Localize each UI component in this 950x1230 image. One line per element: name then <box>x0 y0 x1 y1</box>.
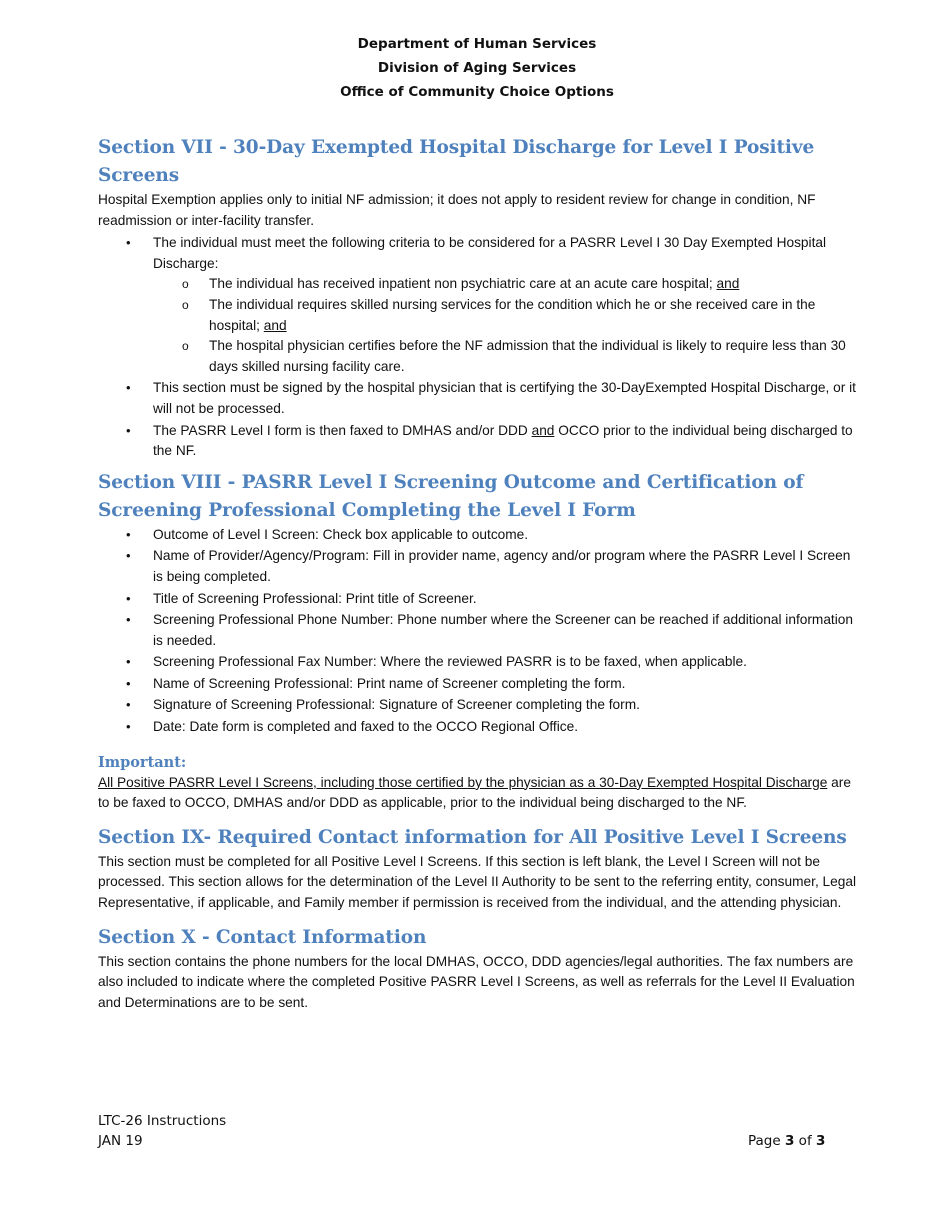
important-text <box>98 773 858 814</box>
section-ix-title: Section IX- Required Contact information for All Positive Level I Screens <box>98 826 847 848</box>
section-viii <box>98 469 858 738</box>
section-x-title: Section X - Contact Information <box>98 926 427 948</box>
sub-item-text: The individual requires skilled nursing services for the condition which he or she received care in the hospital; <box>209 296 816 333</box>
document-body <box>98 134 858 1013</box>
section-vii-intro: Hospital Exemption applies only to initial NF admission; it does not apply to resident review for change in condition, NF readmission or inter-facility transfer. <box>98 192 816 228</box>
important-note <box>98 752 858 814</box>
sub-item <box>153 295 858 336</box>
header-department: Department of Human Services <box>357 36 597 52</box>
important-label: Important: <box>98 753 187 771</box>
section-x-body: This section contains the phone numbers for the local DMHAS, OCCO, DDD agencies/legal authorities. The fax numbers are also included to indicate where the completed Positive PASRR Level I Screens, as well as referrals for the Level II Evaluation and Determinations are to be sent. <box>98 953 855 1010</box>
list-item: • Screening Professional Fax Number: Where the reviewed PASRR is to be faxed, when applicable. <box>98 652 858 673</box>
list-item-text: This section must be signed by the hospital physician that is certifying the 30-DayExempted Hospital Discharge, or it will not be processed. <box>153 380 856 416</box>
and-underlined: and <box>531 422 555 438</box>
footer-form-info <box>98 1111 226 1151</box>
section-vii <box>98 134 858 462</box>
list-item: • Screening Professional Phone Number: Phone number where the Screener can be reached if additional information is needed. <box>98 610 858 651</box>
section-x <box>98 924 858 1014</box>
section-ix-body: This section must be completed for all Positive Level I Screens. If this section is left blank, the Level I Screen will not be processed. This section allows for the determination of the Level II Authority to be sent to the referring entity, consumer, Legal Representative, if applicable, and Family member if permission is received from the individual, and the attending physician. <box>98 853 857 911</box>
list-item: • Name of Provider/Agency/Program: Fill in provider name, agency and/or program where the PASRR Level I Screen is being completed. <box>98 546 858 587</box>
page-number <box>748 1131 825 1151</box>
list-item: • Outcome of Level I Screen: Check box applicable to outcome. <box>98 525 858 546</box>
document-header <box>117 32 837 104</box>
and-underlined: and <box>716 276 740 292</box>
important-rest: are to be faxed to OCCO, DMHAS and/or DDD as applicable, prior to the individual being discharged to the NF. <box>98 774 851 811</box>
list-item: • Date: Date form is completed and faxed to the OCCO Regional Office. <box>98 717 858 738</box>
and-underlined: and <box>263 317 287 333</box>
header-office: Office of Community Choice Options <box>340 84 614 100</box>
page-prefix: Page <box>748 1133 785 1149</box>
header-division: Division of Aging Services <box>377 60 577 76</box>
list-item-text: The PASRR Level I form is then faxed to DMHAS and/or DDD <box>153 422 532 438</box>
section-vii-title: Section VII - 30-Day Exempted Hospital Discharge for Level I Positive Screens <box>98 137 815 186</box>
page-current: 3 <box>784 1133 795 1149</box>
page-total: 3 <box>816 1133 826 1149</box>
section-viii-title: Section VIII - PASRR Level I Screening Outcome and Certification of Screening Professional Completing the Level I Form <box>98 471 804 521</box>
page-of: of <box>794 1133 816 1149</box>
list-item <box>98 378 858 419</box>
sub-item <box>153 274 858 295</box>
list-item: • Signature of Screening Professional: Signature of Screener completing the form. <box>98 695 858 716</box>
list-item: • Name of Screening Professional: Print name of Screener completing the form. <box>98 674 858 695</box>
footer-form-name: LTC-26 Instructions <box>98 1113 227 1129</box>
important-underlined: All Positive PASRR Level I Screens, including those certified by the physician as a 30-Day Exempted Hospital Discharge <box>98 774 828 790</box>
section-ix <box>98 824 858 914</box>
list-item <box>98 233 858 377</box>
list-item: • Title of Screening Professional: Print title of Screener. <box>98 589 858 610</box>
list-item-text: OCCO prior to the individual being discharged to the NF. <box>153 422 853 459</box>
footer-date: JAN 19 <box>98 1133 143 1149</box>
section-vii-list <box>98 233 858 462</box>
sub-item-text: The individual has received inpatient non psychiatric care at an acute care hospital; <box>209 276 717 292</box>
list-item <box>98 421 858 462</box>
section-viii-list <box>98 525 858 738</box>
sub-item <box>153 336 858 377</box>
criteria-sublist <box>153 274 858 377</box>
criteria-text: The individual must meet the following criteria to be considered for a PASRR Level I 30 Day Exempted Hospital Discharge: <box>153 235 827 271</box>
sub-item-text: The hospital physician certifies before the NF admission that the individual is likely to require less than 30 days skilled nursing facility care. <box>209 338 846 374</box>
